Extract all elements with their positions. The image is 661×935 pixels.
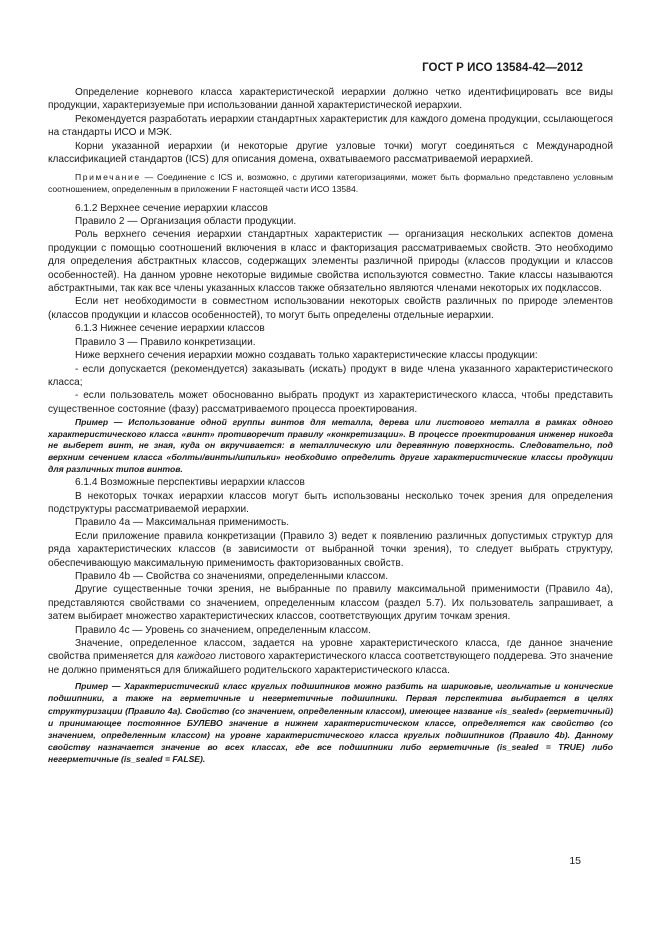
document-body: [48, 86, 613, 766]
section-heading-6-1-4: 6.1.4 Возможные перспективы иерархии классов: [75, 477, 305, 489]
paragraph: Рекомендуется разработать иерархии стандартных характеристик для каждого домена продукции, ссылающегося на стандарты ИСО и МЭК.: [48, 113, 613, 139]
list-item: - если пользователь может обоснованно выбрать продукт из характеристического класса, чтобы представить существенное состояние (фазу) рассматриваемого процесса проектирования.: [48, 390, 613, 415]
section-heading-6-1-3: 6.1.3 Нижнее сечение иерархии классов: [75, 323, 265, 335]
note-label: Примечание: [75, 172, 141, 183]
section-heading-6-1-2: 6.1.2 Верхнее сечение иерархии классов: [75, 202, 268, 214]
note-text: — Соединение с ICS и, возможно, с другими категоризациями, может быть формально представлено условным соотношением, определенным в приложении F настоящей части ИСО 13584.: [48, 172, 613, 195]
rule-4b: Правило 4b — Свойства со значениями, определенными классом.: [75, 570, 389, 582]
text-span: листового характеристического класса соответствующего поддерева. Это значение не должно применяться для ближайшего родительского характеристического класса.: [48, 651, 613, 676]
paragraph: В некоторых точках иерархии классов могут быть использованы несколько точек зрения для определения подструктуры рассматриваемой иерархии.: [48, 490, 613, 515]
document-header: ГОСТ Р ИСО 13584-42—2012: [422, 62, 583, 74]
paragraph: Другие существенные точки зрения, не выбранные по правилу максимальной применимости (Правило 4a), представляются свойствами со значением, определенным классом (раздел 5.7). Их пользователь запрашивает, а затем выбирает множество характеристических классов, соответствующих другим точкам зрения.: [48, 584, 613, 623]
text-span: Значение, определенное классом, задается на уровне характеристического класса, где данное значение свойства применяется для: [48, 637, 613, 663]
example-1: Пример — Использование одной группы винтов для металла, дерева или листового металла в рамках одного характеристического класса «винт» противоречит правилу «конкретизации». В процессе проектирования инженер никогда не выберет винт, не зная, куда он вкручивается: в металлическую или деревянную поверхность. Следовательно, под верхним сечением класса «болты/винты/шпильки» необходимо определить другие характеристические классы продукции для различных типов винтов.: [48, 417, 613, 474]
rule-2: Правило 2 — Организация области продукции.: [75, 216, 297, 228]
paragraph: Если приложение правила конкретизации (Правило 3) ведет к появлению различных допустимых структур для ряда характеристических классов (в зависимости от выбранной точки зрения), то следует выбрать структуру, обеспечивающую максимальную применимость факторизованных свойств.: [48, 530, 613, 569]
list-item: - если допускается (рекомендуется) заказывать (искать) продукт в виде члена указанного характеристического класса;: [48, 363, 613, 388]
page-number: 15: [569, 855, 581, 867]
paragraph: [48, 637, 613, 677]
rule-3: Правило 3 — Правило конкретизации.: [75, 336, 256, 348]
paragraph: Роль верхнего сечения иерархии стандартных характеристик — организация нескольких аспектов домена продукции с помощью соотношений включения в класс и факторизация рассматриваемых свойств. Это необходимо для определения абстрактных классов, содержащих элементы различной природы (классов продукции и классов особенностей). На данном уровне некоторые видимые свойства используются совместно. Такие классы называются абстрактными, так как все члены указанных классов также обязательно являются членами некоторых их подклассов.: [48, 229, 613, 295]
paragraph: Корни указанной иерархии (и некоторые другие узловые точки) могут соединяться с Международной классификацией стандартов (ICS) для описания домена, охватываемого рассматриваемой иерархией.: [48, 140, 613, 166]
paragraph: Ниже верхнего сечения иерархии можно создавать только характеристические классы продукции:: [75, 350, 538, 362]
paragraph: Определение корневого класса характеристической иерархии должно четко идентифицировать все виды продукции, характеризуемые при использовании данной характеристической иерархии.: [48, 87, 613, 112]
note: [48, 172, 613, 195]
rule-4c: Правило 4c — Уровень со значением, определенным классом.: [75, 624, 371, 636]
emphasis: каждого: [176, 651, 216, 663]
example-2: Пример — Характеристический класс круглых подшипников можно разбить на шариковые, игольчатые и конические подшипники, а также на герметичные и негерметичные подшипники. Первая перспектива выбирается в целях структуризации (Правило 4a). Свойство (со значением, определенным классом), имеющее название «is_sealed» (герметичный) и принимающее постоянное БУЛЕВО значение в нижнем характеристическом классе, определяется как свойство (со значением, определенным классом) на уровне характеристического класса круглых подшипников (Правило 4b). Данному свойству назначается значение во всех классах, где все подшипники либо герметичные (is_sealed = TRUE) либо негерметичные (is_sealed = FALSE).: [48, 681, 613, 765]
paragraph: Если нет необходимости в совместном использовании некоторых свойств различных по природе элементов (классов продукции и классов особенностей), то могут быть определены отдельные иерархии.: [48, 296, 613, 321]
rule-4a: Правило 4а — Максимальная применимость.: [75, 517, 290, 529]
